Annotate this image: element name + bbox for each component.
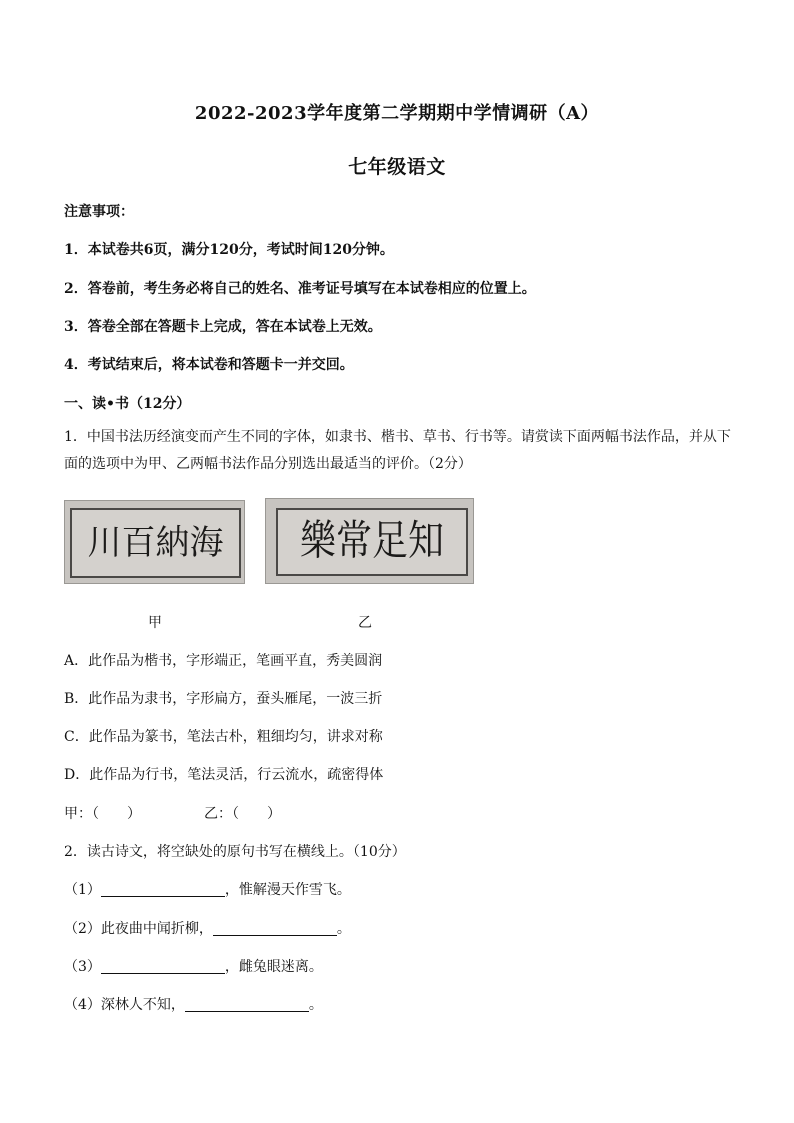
option-b: B．此作品为隶书，字形扁方，蚕头雁尾，一波三折	[64, 691, 383, 707]
caption-b: 乙	[358, 615, 372, 631]
section1-heading: 一、读•书（12分）	[64, 396, 191, 412]
notice-item-1: 1．本试卷共6页，满分120分，考试时间120分钟。	[64, 242, 394, 258]
calligraphy-text-a: 川百納海	[87, 523, 224, 563]
q2-item-3	[64, 956, 323, 976]
calligraphy-image-b	[265, 498, 474, 584]
q2-item-4	[64, 994, 323, 1014]
q2-item-2-blank[interactable]	[213, 919, 337, 936]
option-d: D．此作品为行书，笔法灵活，行云流水，疏密得体	[64, 767, 384, 783]
notice-heading: 注意事项：	[64, 204, 134, 220]
q2-item-1	[64, 879, 351, 899]
caption-a: 甲	[148, 615, 162, 631]
q2-item-1-after: ，惟解漫天作雪飞。	[224, 882, 351, 898]
notice-item-2: 2．答卷前，考生务必将自己的姓名、准考证号填写在本试卷相应的位置上。	[64, 281, 536, 297]
q2-item-4-prefix: （4）	[64, 997, 101, 1013]
q2-item-3-prefix: （3）	[64, 959, 101, 975]
q2-item-4-blank[interactable]	[185, 995, 309, 1012]
q1-stem: 1．中国书法历经演变而产生不同的字体，如隶书、楷书、草书、行书等。请赏读下面两幅书法作品，并从下面的选项中为甲、乙两幅书法作品分别选出最适当的评价。（2分）	[64, 429, 731, 472]
exam-title: 2022-2023学年度第二学期期中学情调研（A）	[194, 103, 600, 124]
q2-item-2	[64, 918, 351, 938]
answer-b[interactable]: 乙：（ ）	[204, 806, 281, 822]
q2-stem: 2．读古诗文，将空缺处的原句书写在横线上。（10分）	[64, 844, 406, 860]
option-c: C．此作品为篆书，笔法古朴，粗细均匀，讲求对称	[64, 729, 383, 745]
q2-item-2-after: 。	[336, 921, 351, 937]
notice-item-4: 4．考试结束后，将本试卷和答题卡一并交回。	[64, 357, 354, 373]
calligraphy-text-b: 樂常足知	[299, 517, 444, 565]
q2-item-3-after: ，雌兔眼迷离。	[224, 959, 323, 975]
q2-item-2-prefix: （2）	[64, 921, 101, 937]
calligraphy-image-a	[64, 500, 245, 584]
option-a: A．此作品为楷书，字形端正，笔画平直，秀美圆润	[64, 653, 383, 669]
answer-a[interactable]: 甲：（ ）	[64, 806, 141, 822]
q2-item-1-blank[interactable]	[101, 880, 225, 897]
q2-item-2-before: 此夜曲中闻折柳，	[100, 921, 213, 937]
q2-item-4-after: 。	[308, 997, 323, 1013]
q2-item-4-before: 深林人不知，	[100, 997, 185, 1013]
notice-item-3: 3．答卷全部在答题卡上完成，答在本试卷上无效。	[64, 319, 382, 335]
q2-item-3-blank[interactable]	[101, 957, 225, 974]
q2-item-1-prefix: （1）	[64, 882, 101, 898]
exam-subtitle: 七年级语文	[348, 156, 446, 178]
